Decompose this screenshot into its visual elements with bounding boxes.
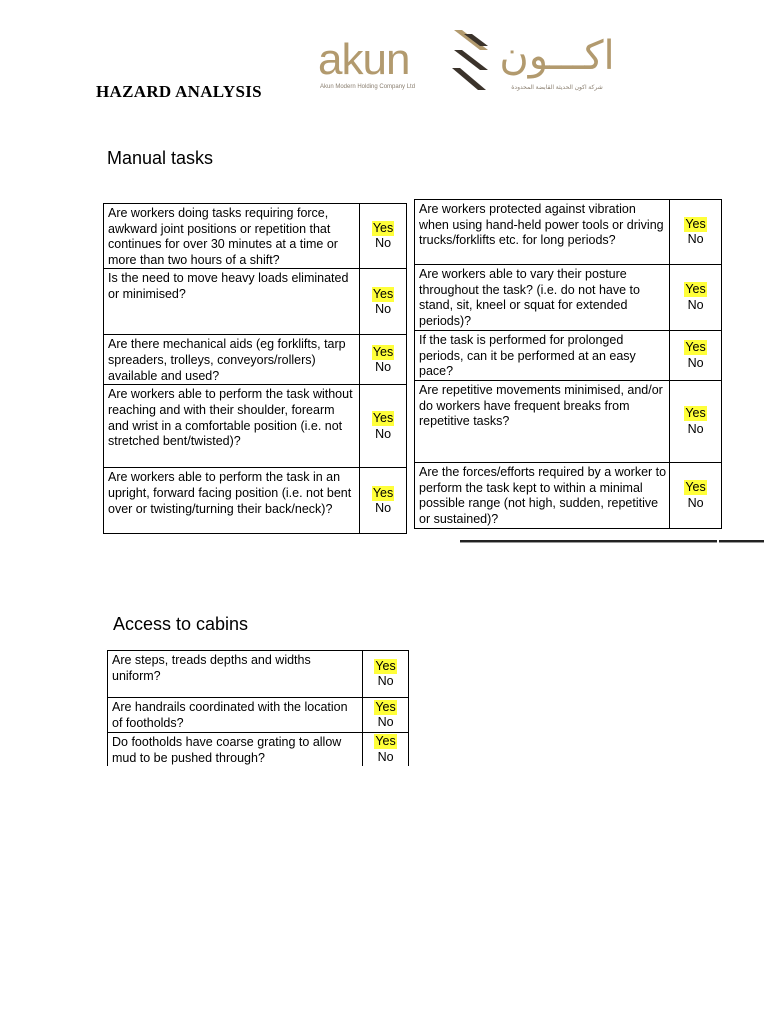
answer-cell (360, 204, 407, 269)
answer-cell (670, 463, 722, 529)
no-option: No (377, 749, 394, 764)
answer-cell (363, 698, 409, 733)
answer-cell (670, 265, 722, 331)
table-row (104, 335, 407, 385)
answer-cell (360, 269, 407, 335)
question-text: Are handrails coordinated with the location of footholds? (108, 698, 363, 733)
no-option: No (375, 426, 392, 441)
manual-tasks-right-table (414, 199, 722, 529)
yes-option: Yes (375, 734, 396, 749)
table-row (415, 331, 722, 381)
yes-option: Yes (685, 340, 706, 355)
yes-option: Yes (372, 485, 394, 500)
question-text: Are workers able to vary their posture throughout the task? (i.e. do not have to stand, sit, kneel or squat for extended periods)? (415, 265, 670, 331)
section-heading-access-to-cabins: Access to cabins (113, 614, 249, 634)
document-title: HAZARD ANALYSIS (96, 82, 262, 101)
answer-cell (360, 335, 407, 385)
table-row (104, 269, 407, 335)
answer-cell (360, 385, 407, 468)
no-option: No (687, 232, 704, 247)
divider-gap (717, 540, 719, 543)
company-logo (318, 28, 618, 98)
access-to-cabins-table (107, 650, 409, 766)
question-text: Do footholds have coarse grating to allow mud to be pushed through? (108, 733, 363, 767)
answer-cell (363, 651, 409, 698)
no-option: No (687, 421, 704, 436)
question-text: If the task is performed for prolonged periods, can it be performed at an easy pace? (415, 331, 670, 381)
no-option: No (375, 501, 392, 516)
manual-tasks-left-table (103, 203, 407, 534)
yes-option: Yes (685, 406, 706, 421)
no-option: No (375, 302, 392, 317)
table-row (104, 468, 407, 534)
yes-option: Yes (372, 344, 394, 359)
no-option: No (687, 495, 704, 510)
yes-option: Yes (372, 411, 394, 426)
yes-option: Yes (685, 282, 706, 297)
question-text: Are workers able to perform the task without reaching and with their shoulder, forearm and wrist in a comfortable position (i.e. not stretched bent/twisted)? (104, 385, 360, 468)
table-row (415, 463, 722, 529)
question-text: Are the forces/efforts required by a worker to perform the task kept to within a minimal possible range (not high, sudden, repetitive or sustained)? (415, 463, 670, 529)
logo-subtitle-arabic: شركة اكون الحديثة القابضة المحدودة (511, 85, 603, 91)
table-row (415, 200, 722, 265)
yes-option: Yes (372, 220, 394, 235)
table-row (104, 385, 407, 468)
yes-option: Yes (375, 699, 396, 714)
answer-cell (360, 468, 407, 534)
question-text: Are workers able to perform the task in an upright, forward facing position (i.e. not bent over or twisting/turning their back/neck)? (104, 468, 360, 534)
answer-cell (670, 381, 722, 463)
table-row (104, 204, 407, 269)
no-option: No (687, 297, 704, 312)
table-row (108, 733, 409, 767)
question-text: Is the need to move heavy loads eliminated or minimised? (104, 269, 360, 335)
table-row (415, 381, 722, 463)
table-row (415, 265, 722, 331)
yes-option: Yes (685, 216, 706, 231)
no-option: No (377, 715, 394, 730)
question-text: Are repetitive movements minimised, and/or do workers have frequent breaks from repetitive tasks? (415, 381, 670, 463)
table-row (108, 651, 409, 698)
no-option: No (375, 236, 392, 251)
yes-option: Yes (685, 480, 706, 495)
section-heading-manual-tasks: Manual tasks (107, 148, 214, 168)
logo-stacked-bars-icon (448, 28, 492, 98)
question-text: Are steps, treads depths and widths uniform? (108, 651, 363, 698)
answer-cell (670, 200, 722, 265)
question-text: Are workers protected against vibration when using hand-held power tools or driving trucks/forklifts etc. for long periods? (415, 200, 670, 265)
question-text: Are there mechanical aids (eg forklifts, tarp spreaders, trolleys, conveyors/rollers) available and used? (104, 335, 360, 385)
logo-subtitle-english: Akun Modern Holding Company Ltd (320, 84, 416, 90)
no-option: No (377, 674, 394, 689)
table-row (108, 698, 409, 733)
answer-cell (363, 733, 409, 767)
no-option: No (687, 355, 704, 370)
yes-option: Yes (372, 286, 394, 301)
logo-arabic-wordmark: اكـــون (499, 33, 615, 79)
answer-cell (670, 331, 722, 381)
logo-latin-wordmark: akun (318, 35, 410, 84)
yes-option: Yes (375, 658, 396, 673)
no-option: No (375, 360, 392, 375)
question-text: Are workers doing tasks requiring force, awkward joint positions or repetition that continues for over 30 minutes at a time or more than two hours of a shift? (104, 204, 360, 269)
